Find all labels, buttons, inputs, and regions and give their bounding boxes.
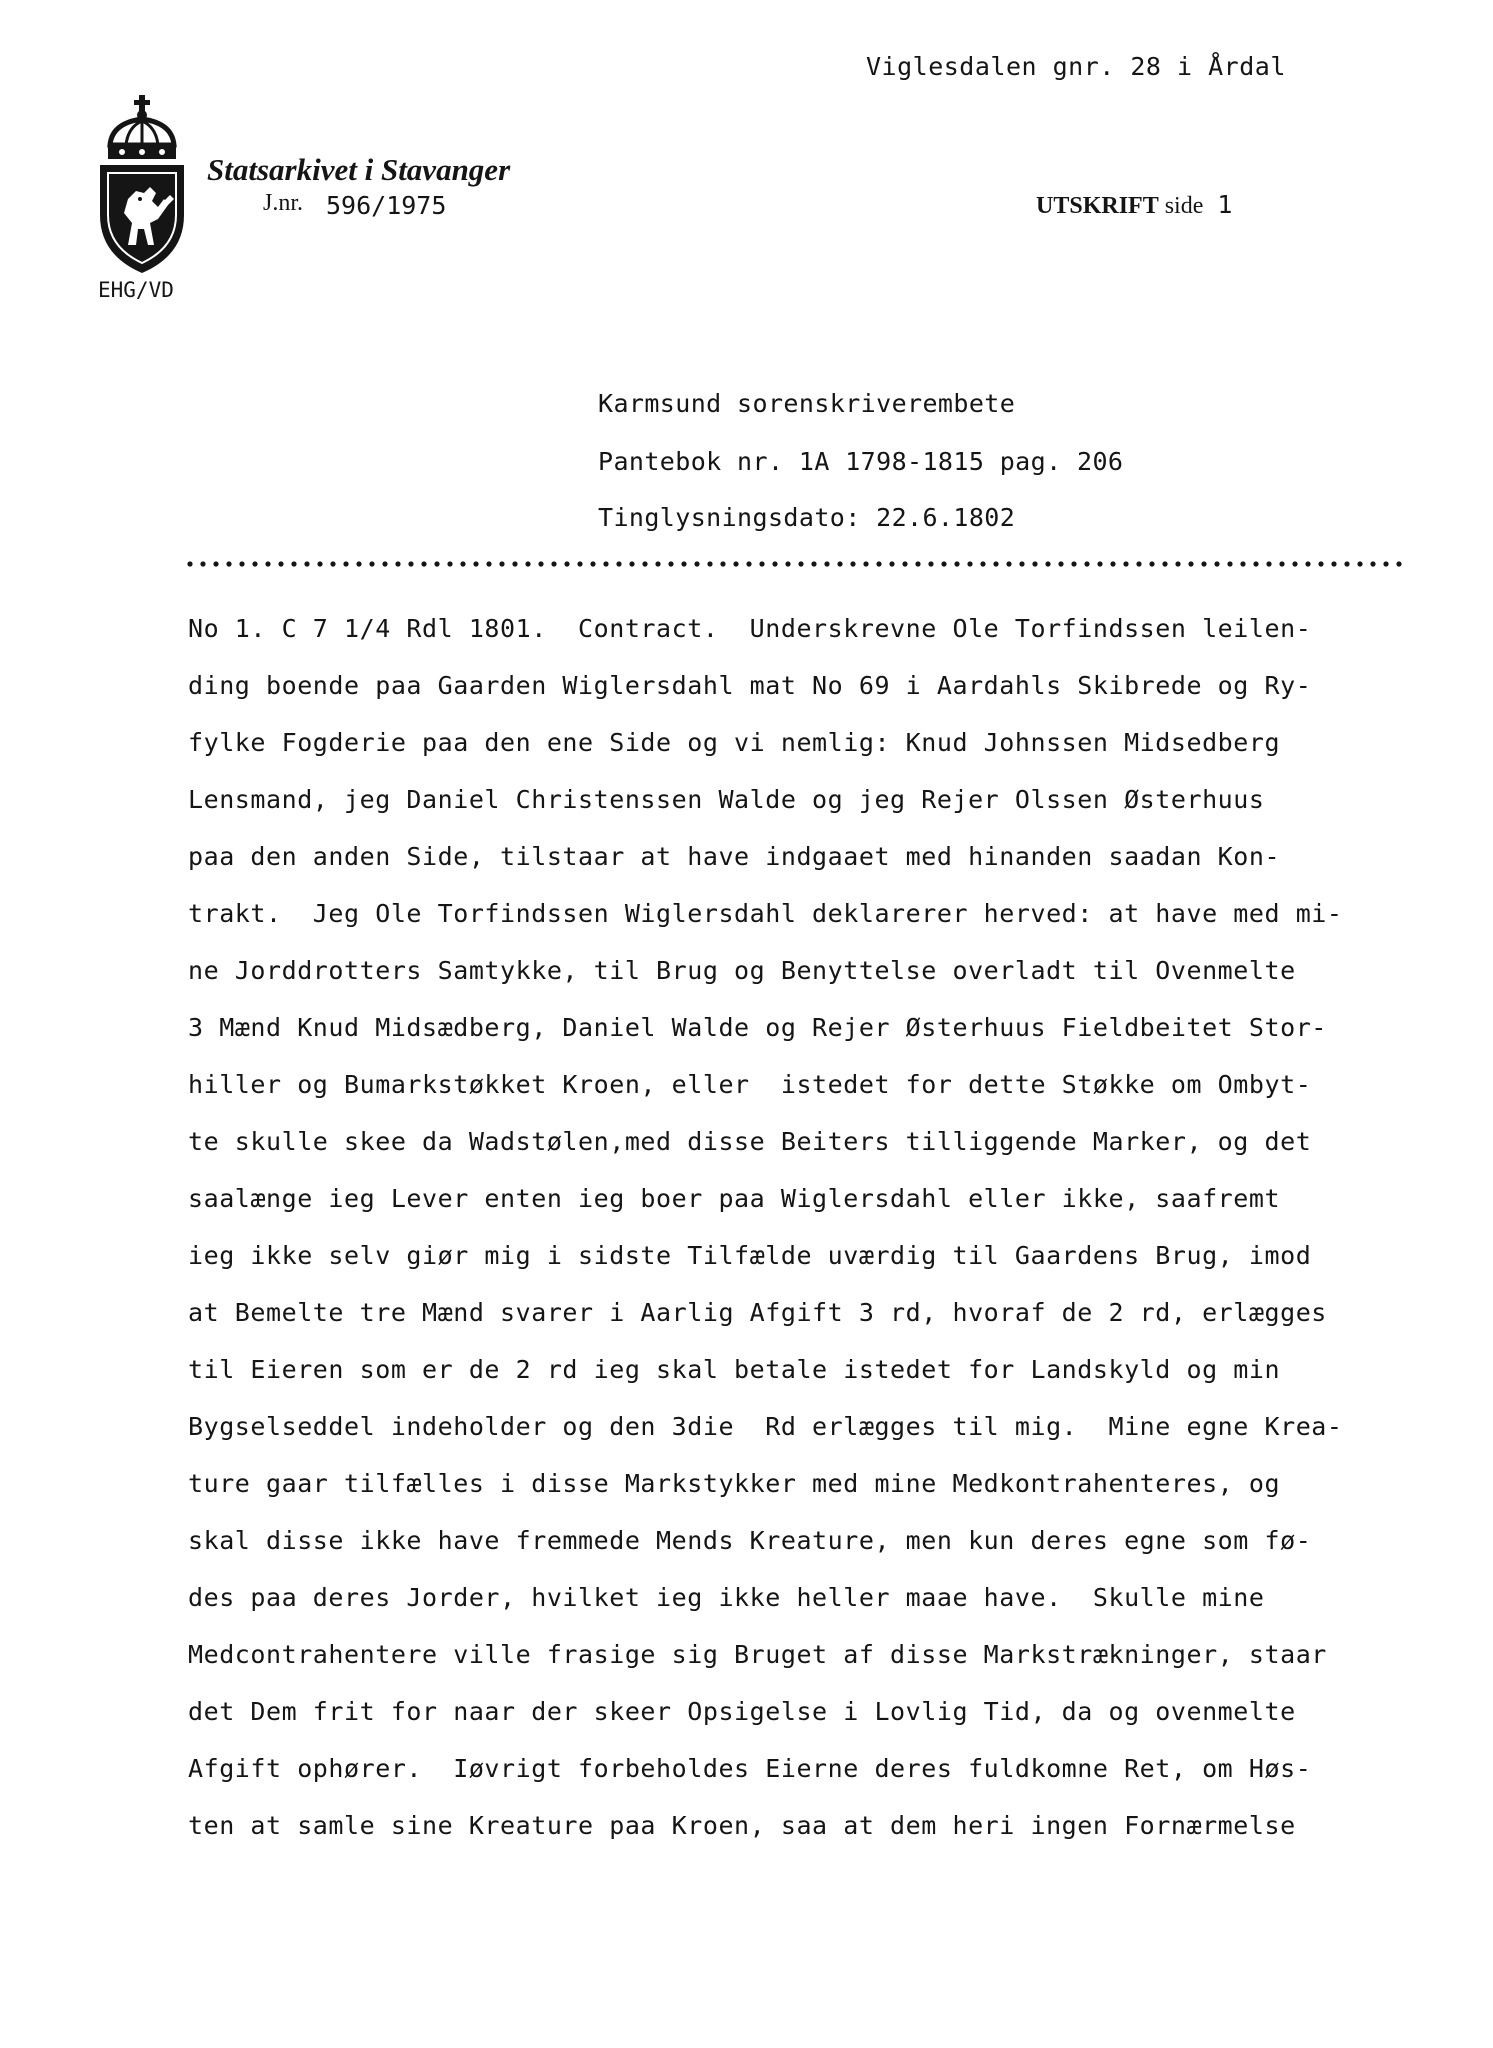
transcript-line: fylke Fogderie paa den ene Side og vi nemlig: Knud Johnssen Midsedberg <box>188 728 1281 757</box>
transcript-line: Bygselseddel indeholder og den 3die Rd erlægges til mig. Mine egne Krea- <box>188 1412 1343 1441</box>
source-book: Pantebok nr. 1A 1798-1815 pag. 206 <box>598 447 1124 476</box>
transcript-line: Afgift ophører. Iøvrigt forbeholdes Eierne deres fuldkomne Ret, om Høs- <box>188 1754 1312 1783</box>
transcript-label: UTSKRIFT <box>1036 193 1159 219</box>
norwegian-coat-of-arms-icon <box>92 95 192 275</box>
transcript-line: paa den anden Side, tilstaar at have indgaaet med hinanden saadan Kon- <box>188 842 1281 871</box>
transcript-line: ieg ikke selv giør mig i sidste Tilfælde uværdig til Gaardens Brug, imod <box>188 1241 1312 1270</box>
transcript-line: at Bemelte tre Mænd svarer i Aarlig Afgift 3 rd, hvoraf de 2 rd, erlægges <box>188 1298 1327 1327</box>
transcript-line: ding boende paa Gaarden Wiglersdahl mat No 69 i Aardahls Skibrede og Ry- <box>188 671 1312 700</box>
transcript-line: te skulle skee da Wadstølen,med disse Beiters tilliggende Marker, og det <box>188 1127 1312 1156</box>
transcript-line: ture gaar tilfælles i disse Markstykker med mine Medkontrahenteres, og <box>188 1469 1281 1498</box>
journal-number-label: J.nr. <box>263 190 304 216</box>
transcript-line: til Eieren som er de 2 rd ieg skal betale istedet for Landskyld og min <box>188 1355 1281 1384</box>
transcript-line: hiller og Bumarkstøkket Kroen, eller istedet for dette Støkke om Ombyt- <box>188 1070 1312 1099</box>
side-label: side <box>1164 193 1204 219</box>
transcript-line: trakt. Jeg Ole Torfindssen Wiglersdahl deklarerer herved: at have med mi- <box>188 899 1343 928</box>
author-initials: EHG/VD <box>98 278 174 302</box>
registration-date: Tinglysningsdato: 22.6.1802 <box>598 503 1016 532</box>
transcript-line: ne Jorddrotters Samtykke, til Brug og Benyttelse overladt til Ovenmelte <box>188 956 1296 985</box>
transcript-page-label <box>1036 190 1232 220</box>
transcript-line: des paa deres Jorder, hvilket ieg ikke heller maae have. Skulle mine <box>188 1583 1265 1612</box>
dotted-divider <box>186 558 1408 570</box>
page-number: 1 <box>1217 190 1233 219</box>
transcript-line: 3 Mænd Knud Midsædberg, Daniel Walde og Rejer Østerhuus Fieldbeitet Stor- <box>188 1013 1327 1042</box>
transcript-line: ten at samle sine Kreature paa Kroen, saa at dem heri ingen Fornærmelse <box>188 1811 1296 1840</box>
transcript-line: det Dem frit for naar der skeer Opsigelse i Lovlig Tid, da og ovenmelte <box>188 1697 1296 1726</box>
transcript-line: Lensmand, jeg Daniel Christenssen Walde og jeg Rejer Olssen Østerhuus <box>188 785 1265 814</box>
transcript-line: No 1. C 7 1/4 Rdl 1801. Contract. Underskrevne Ole Torfindssen leilen- <box>188 614 1312 643</box>
transcript-line: skal disse ikke have fremmede Mends Kreature, men kun deres egne som fø- <box>188 1526 1312 1555</box>
journal-number: 596/1975 <box>326 191 447 220</box>
transcript-line: Medcontrahentere ville frasige sig Bruget af disse Markstrækninger, staar <box>188 1640 1327 1669</box>
transcript-line: saalænge ieg Lever enten ieg boer paa Wiglersdahl eller ikke, saafremt <box>188 1184 1281 1213</box>
property-reference: Viglesdalen gnr. 28 i Årdal <box>866 52 1286 81</box>
archive-name: Statsarkivet i Stavanger <box>207 152 511 187</box>
source-office: Karmsund sorenskriverembete <box>598 389 1016 418</box>
